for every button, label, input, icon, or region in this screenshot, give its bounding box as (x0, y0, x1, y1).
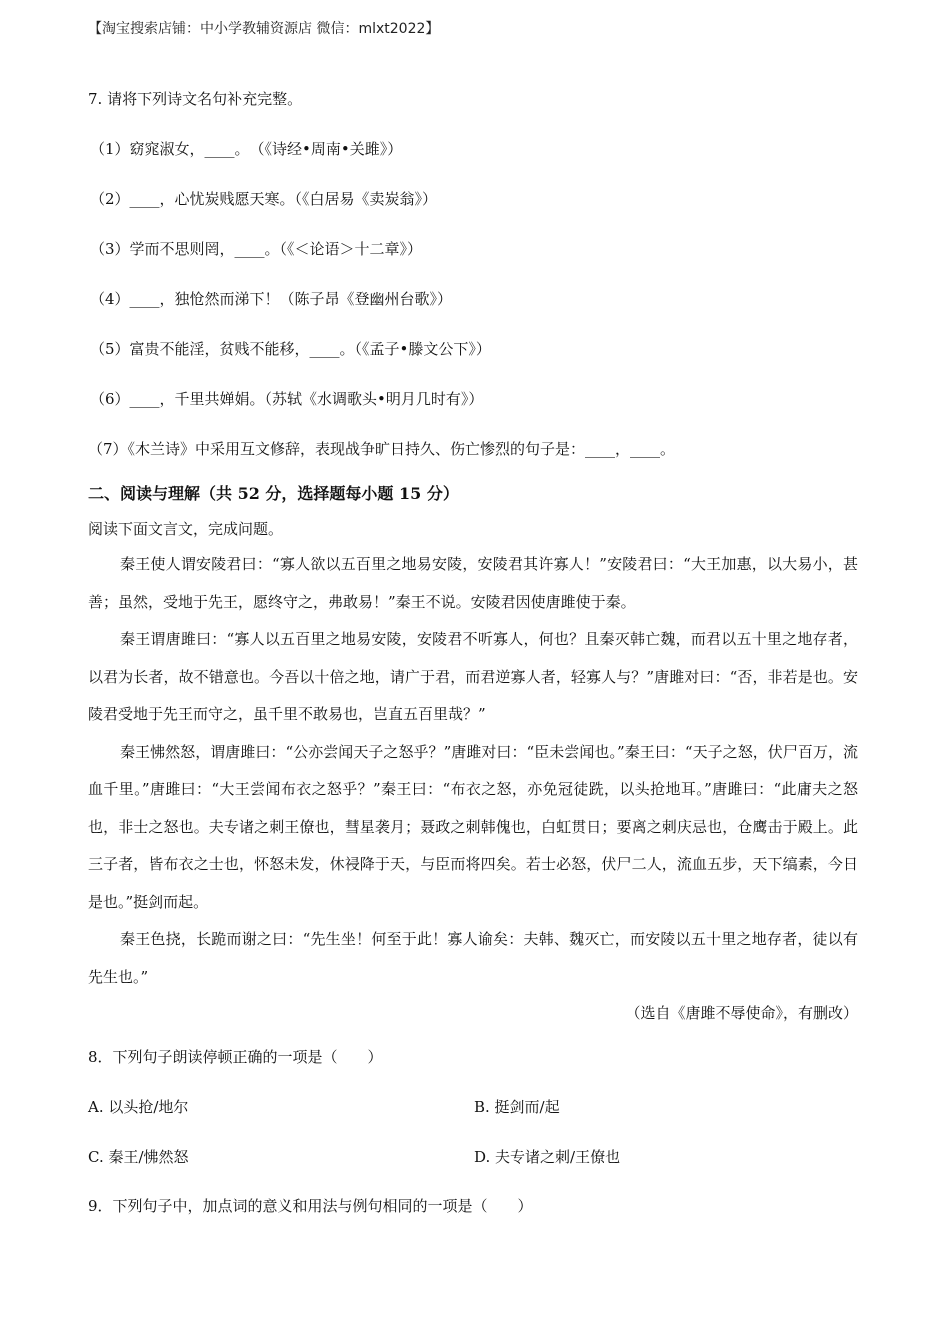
question-9-stem: 9．下列句子中，加点词的意义和用法与例句相同的一项是（ ） (88, 1197, 533, 1215)
q8-option-a: A. 以头抢/地尔 (88, 1098, 189, 1116)
page-header-watermark: 【淘宝搜索店铺：中小学教辅资源店 微信：mlxt2022】 (88, 21, 440, 37)
passage-source: （选自《唐雎不辱使命》，有删改） (625, 1004, 858, 1022)
q8-option-b: B. 挺剑而/起 (474, 1098, 560, 1116)
q8-option-c: C. 秦王/怫然怒 (88, 1148, 189, 1166)
passage-paragraph-1: 秦王使人谓安陵君曰：“寡人欲以五百里之地易安陵，安陵君其许寡人！”安陵君曰：“大王加惠，以大易小，甚善；虽然，受地于先王，愿终守之，弗敢易！”秦王不说。安陵君因使唐雎使于秦。 (88, 555, 858, 611)
q7-item-7: （7）《木兰诗》中采用互文修辞，表现战争旷日持久、伤亡惨烈的句子是：____，____。 (88, 440, 676, 458)
q8-option-d: D. 夫专诸之刺/王僚也 (474, 1148, 621, 1166)
question-8-stem: 8．下列句子朗读停顿正确的一项是（ ） (88, 1048, 383, 1066)
passage-paragraph-2: 秦王谓唐雎曰：“寡人以五百里之地易安陵，安陵君不听寡人，何也？且秦灭韩亡魏，而君以五十里之地存者，以君为长者，故不错意也。今吾以十倍之地，请广于君，而君逆寡人者，轻寡人与？”唐雎对曰：“否，非若是也。安陵君受地于先王而守之，虽千里不敢易也，岂直五百里哉？” (88, 630, 858, 723)
section-2-title: 二、阅读与理解（共 52 分，选择题每小题 15 分） (88, 484, 459, 503)
q7-item-1: （1）窈窕淑女，____。 （《诗经•周南•关雎》） (90, 140, 403, 158)
q7-item-5: （5）富贵不能淫，贫贱不能移，____。（《孟子•滕文公下》） (90, 340, 491, 358)
q7-item-4: （4）____，独怆然而涕下！（陈子昂《登幽州台歌》） (90, 290, 453, 308)
question-7-title: 7. 请将下列诗文名句补充完整。 (88, 90, 303, 108)
q7-item-3: （3）学而不思则罔，____。（《＜论语＞十二章》） (90, 240, 423, 258)
q7-item-6: （6）____，千里共婵娟。（苏轼《水调歌头•明月几时有》） (90, 390, 484, 408)
q7-item-2: （2）____，心忧炭贱愿天寒。（《白居易《卖炭翁》） (90, 190, 438, 208)
classical-passage (88, 546, 858, 996)
passage-paragraph-4: 秦王色挠，长跪而谢之曰：“先生坐！何至于此！寡人谕矣：夫韩、魏灭亡，而安陵以五十里之地存者，徒以有先生也。” (88, 930, 858, 986)
passage-paragraph-3: 秦王怫然怒，谓唐雎曰：“公亦尝闻天子之怒乎？”唐雎对曰：“臣未尝闻也。”秦王曰：“天子之怒，伏尸百万，流血千里。”唐雎曰：“大王尝闻布衣之怒乎？”秦王曰：“布衣之怒，亦免冠徒跣，以头抢地耳。”唐雎曰：“此庸夫之怒也，非士之怒也。夫专诸之刺王僚也，彗星袭月；聂政之刺韩傀也，白虹贯日；要离之刺庆忌也，仓鹰击于殿上。此三子者，皆布衣之士也，怀怒未发，休祲降于天，与臣而将四矣。若士必怒，伏尸二人，流血五步，天下缟素，今日是也。”挺剑而起。 (88, 742, 858, 911)
section-2-intro: 阅读下面文言文，完成问题。 (88, 520, 284, 538)
